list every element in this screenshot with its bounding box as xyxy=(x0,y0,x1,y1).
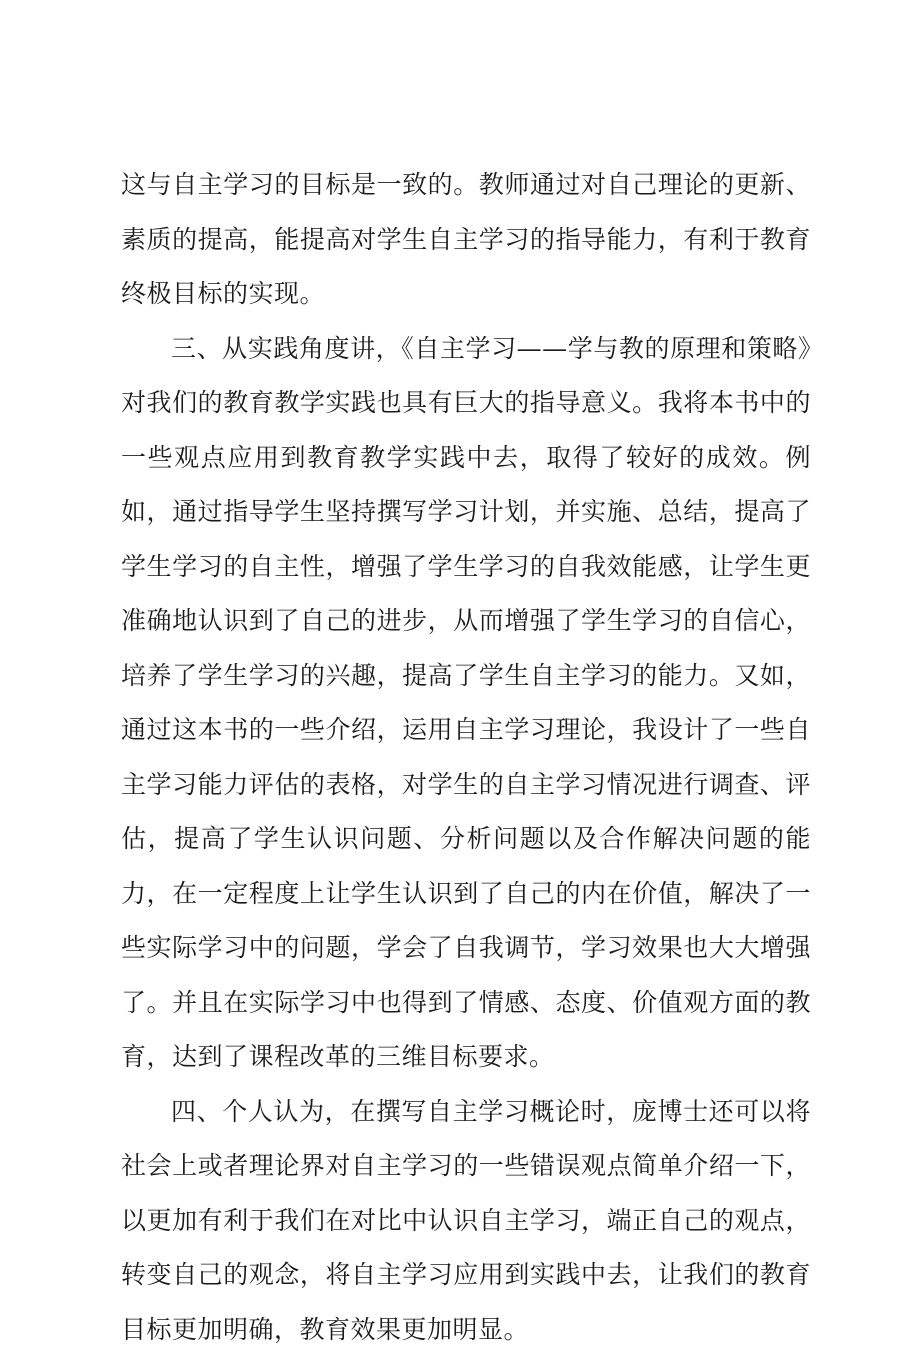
paragraph-practice-perspective: 三、从实践角度讲，《自主学习——学与教的原理和策略》对我们的教育教学实践也具有巨大的指导意义。我将本书中的一些观点应用到教育教学实践中去，取得了较好的成效。例如，通过指导学生坚持撰写学习计划，并实施、总结，提高了学生学习的自主性，增强了学生学习的自我效能感，让学生更准确地认识到了自己的进步，从而增强了学生学习的自信心，培养了学生学习的兴趣，提高了学生自主学习的能力。又如，通过这本书的一些介绍，运用自主学习理论，我设计了一些自主学习能力评估的表格，对学生的自主学习情况进行调查、评估，提高了学生认识问题、分析问题以及合作解决问题的能力，在一定程度上让学生认识到了自己的内在价值，解决了一些实际学习中的问题，学会了自我调节，学习效果也大大增强了。并且在实际学习中也得到了情感、态度、价值观方面的教育，达到了课程改革的三维目标要求。 xyxy=(121,322,811,1085)
paragraph-continuation: 这与自主学习的目标是一致的。教师通过对自己理论的更新、素质的提高，能提高对学生自主学习的指导能力，有利于教育终极目标的实现。 xyxy=(121,158,811,322)
paragraph-personal-opinion: 四、个人认为，在撰写自主学习概论时，庞博士还可以将社会上或者理论界对自主学习的一些错误观点简单介绍一下，以更加有利于我们在对比中认识自主学习，端正自己的观点，转变自己的观念，将自主学习应用到实践中去，让我们的教育目标更加明确，教育效果更加明显。 xyxy=(121,1085,811,1357)
document-body xyxy=(121,158,811,1357)
